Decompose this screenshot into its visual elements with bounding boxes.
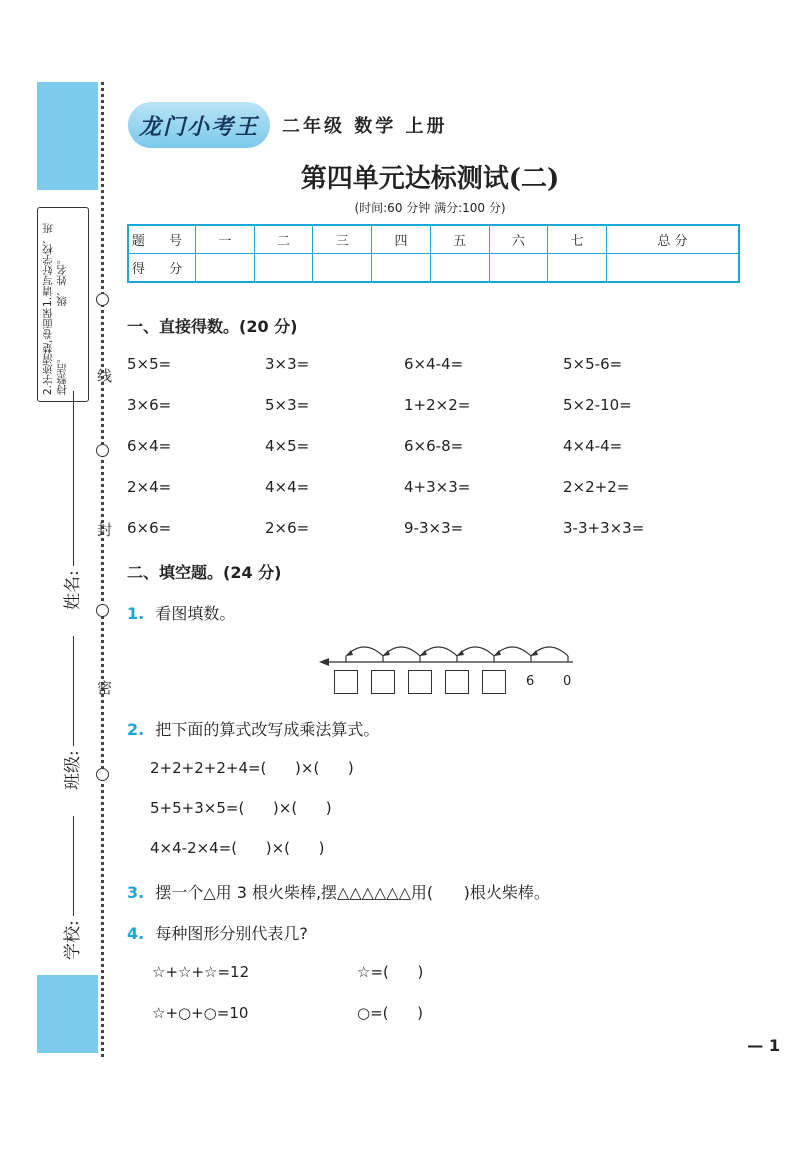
binding-hole [96,444,109,457]
question-text: 每种图形分别代表几? [155,924,308,943]
score-table-header-row [128,225,739,254]
question-2 [127,717,379,740]
score-table-header-label: 题 号 [128,225,196,254]
equation: 4×4-4= [563,437,623,455]
number-answer-box[interactable] [334,670,358,694]
multiplication-rewrite-line[interactable]: 4×4-2×4=( )×( ) [150,839,325,857]
equation: 2×2+2= [563,478,630,496]
equation: 5×5= [127,355,172,373]
class-label: 班级: [63,750,83,790]
question-1 [127,601,235,624]
equation: 3-3+3×3= [563,519,645,537]
score-cell[interactable] [489,254,548,283]
equation: 4×4= [265,478,310,496]
score-cell[interactable] [254,254,313,283]
seal-char-mi: 密 [95,680,113,695]
name-field[interactable] [58,391,83,610]
class-input-line[interactable] [73,636,74,746]
equation: 1+2×2= [404,396,471,414]
number-answer-box[interactable] [445,670,469,694]
score-table-score-row [128,254,739,283]
score-table-col-7: 七 [548,225,607,254]
equation: 9-3×3= [404,519,464,537]
score-table-col-5: 五 [430,225,489,254]
question-4 [127,921,308,944]
number-label-6: 6 [526,674,535,689]
equation: 6×6= [127,519,172,537]
score-cell[interactable] [606,254,739,283]
question-number: 4. [127,924,145,943]
exam-note-2: 2.字迹清楚,卷面保持整洁。 [42,308,68,395]
name-label: 姓名: [63,570,83,610]
brand-logo: 龙门小考王 [128,102,270,148]
score-table-col-1: 一 [196,225,255,254]
grade-subject-subtitle: 二年级 数学 上册 [282,116,448,137]
section1-heading: 一、直接得数。(20 分) [127,317,298,336]
binding-hole [96,293,109,306]
equation: 2×6= [265,519,310,537]
score-table-col-total: 总 分 [606,225,739,254]
binding-hole [96,604,109,617]
time-score-info: (时间:60 分钟 满分:100 分) [354,201,506,215]
score-cell[interactable] [313,254,372,283]
binding-hole [96,768,109,781]
number-answer-box[interactable] [482,670,506,694]
exam-notes-box [37,207,89,402]
number-label-0: 0 [563,674,572,689]
question-text[interactable]: 摆一个△用 3 根火柴棒,摆△△△△△△用( )根火柴棒。 [155,883,550,902]
score-table-col-4: 四 [372,225,431,254]
question-number: 3. [127,883,145,902]
score-cell[interactable] [196,254,255,283]
score-cell[interactable] [430,254,489,283]
score-table-col-3: 三 [313,225,372,254]
school-field[interactable] [58,816,83,960]
number-answer-box[interactable] [408,670,432,694]
class-field[interactable] [58,636,83,790]
equation: 6×6-8= [404,437,464,455]
multiplication-rewrite-line[interactable]: 2+2+2+2+4=( )×( ) [150,759,354,777]
equation: 5×2-10= [563,396,632,414]
equation: 3×3= [265,355,310,373]
score-row-label: 得 分 [128,254,196,283]
name-input-line[interactable] [73,391,74,566]
page-number: — 1 [747,1036,780,1055]
question-number: 2. [127,720,145,739]
exam-note-1: 1.请写好学校、班级、姓名。 [42,223,68,307]
equation: 6×4= [127,437,172,455]
seal-char-feng: 封 [95,522,113,537]
equation: 2×4= [127,478,172,496]
equation: 4+3×3= [404,478,471,496]
equation: 4×5= [265,437,310,455]
score-table-col-2: 二 [254,225,313,254]
school-input-line[interactable] [73,816,74,916]
seal-char-xian: 线 [95,368,113,383]
question-3 [127,880,550,903]
equation: 5×5-6= [563,355,623,373]
binding-dotted-line [101,82,104,1057]
multiplication-rewrite-line[interactable]: 5+5+3×5=( )×( ) [150,799,332,817]
page-title: 第四单元达标测试(二) [300,164,560,194]
question-text: 把下面的算式改写成乘法算式。 [155,720,380,739]
section2-heading: 二、填空题。(24 分) [127,563,282,582]
question-text: 看图填数。 [155,604,236,623]
shape-equation: ☆+☆+☆=12 [152,963,250,981]
score-cell[interactable] [548,254,607,283]
shape-answer[interactable]: ○=( ) [357,1004,423,1022]
school-label: 学校: [63,920,83,960]
equation: 3×6= [127,396,172,414]
number-answer-box[interactable] [371,670,395,694]
arrow-left-icon [319,658,329,666]
question-number: 1. [127,604,145,623]
equation: 6×4-4= [404,355,464,373]
score-table [127,224,740,283]
binding-bottom-block [37,975,98,1053]
equation: 5×3= [265,396,310,414]
score-cell[interactable] [372,254,431,283]
shape-equation: ☆+○+○=10 [152,1004,249,1022]
shape-answer[interactable]: ☆=( ) [357,963,424,981]
score-table-col-6: 六 [489,225,548,254]
